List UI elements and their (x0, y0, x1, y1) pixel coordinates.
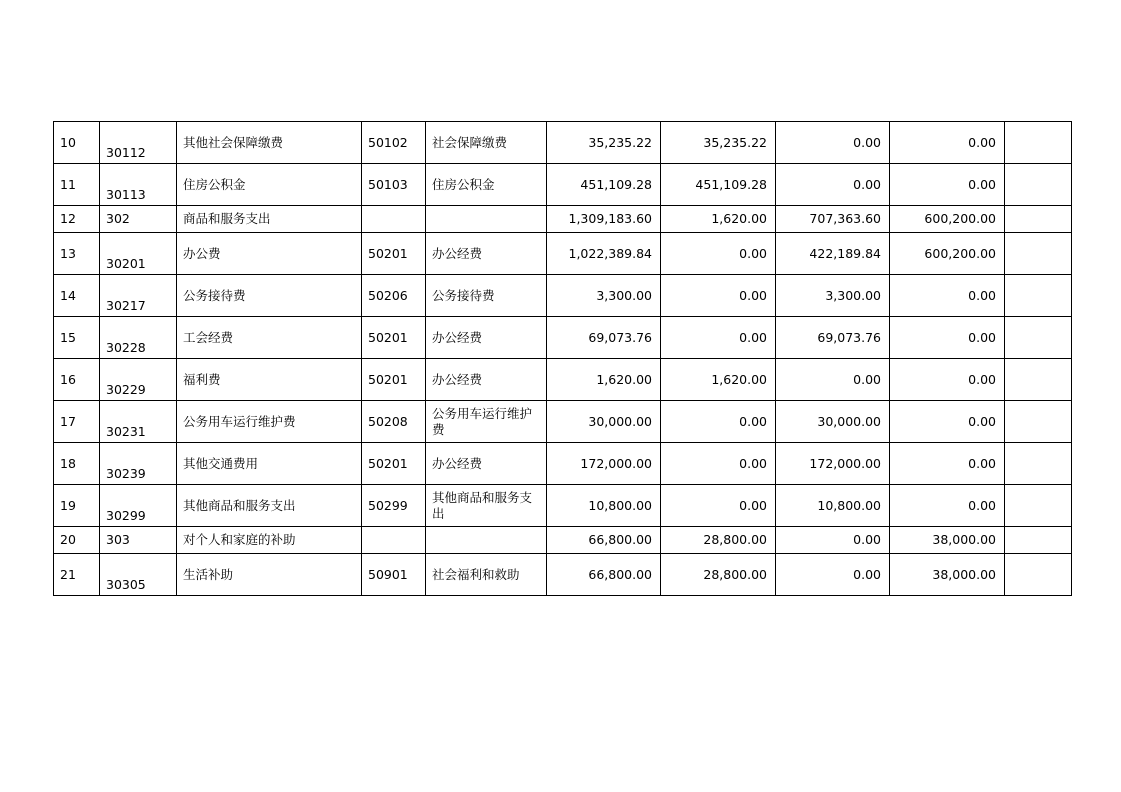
table-row (54, 275, 1072, 317)
table-row (54, 401, 1072, 443)
cell-project: 422,189.84 (776, 233, 890, 275)
cell-other: 38,000.00 (890, 527, 1005, 554)
cell-other: 0.00 (890, 164, 1005, 206)
table-row (54, 527, 1072, 554)
cell-project: 30,000.00 (776, 401, 890, 443)
cell-total: 1,022,389.84 (547, 233, 661, 275)
cell-other: 0.00 (890, 359, 1005, 401)
cell-project: 0.00 (776, 164, 890, 206)
cell-subject-code: 30231 (100, 401, 177, 443)
cell-other: 0.00 (890, 275, 1005, 317)
cell-project: 10,800.00 (776, 485, 890, 527)
table-row (54, 233, 1072, 275)
cell-project: 69,073.76 (776, 317, 890, 359)
cell-subject-name: 对个人和家庭的补助 (177, 527, 362, 554)
cell-project: 0.00 (776, 554, 890, 596)
cell-econ-code (362, 527, 426, 554)
cell-other: 0.00 (890, 443, 1005, 485)
cell-econ-name: 办公经费 (426, 359, 547, 401)
cell-subject-name: 商品和服务支出 (177, 206, 362, 233)
cell-seq: 18 (54, 443, 100, 485)
cell-econ-name: 社会福利和救助 (426, 554, 547, 596)
cell-basic: 0.00 (661, 443, 776, 485)
cell-extra (1005, 527, 1072, 554)
cell-subject-name: 福利费 (177, 359, 362, 401)
cell-econ-name: 社会保障缴费 (426, 122, 547, 164)
cell-basic: 0.00 (661, 317, 776, 359)
cell-total: 451,109.28 (547, 164, 661, 206)
table-row (54, 359, 1072, 401)
cell-total: 69,073.76 (547, 317, 661, 359)
cell-econ-code: 50208 (362, 401, 426, 443)
cell-basic: 35,235.22 (661, 122, 776, 164)
cell-extra (1005, 206, 1072, 233)
cell-econ-code (362, 206, 426, 233)
cell-subject-name: 公务用车运行维护费 (177, 401, 362, 443)
cell-total: 1,620.00 (547, 359, 661, 401)
cell-extra (1005, 443, 1072, 485)
cell-subject-code: 30305 (100, 554, 177, 596)
cell-subject-code: 30201 (100, 233, 177, 275)
cell-basic: 28,800.00 (661, 554, 776, 596)
cell-seq: 19 (54, 485, 100, 527)
cell-subject-code: 303 (100, 527, 177, 554)
cell-econ-code: 50201 (362, 359, 426, 401)
table-row (54, 485, 1072, 527)
cell-other: 600,200.00 (890, 233, 1005, 275)
cell-econ-name: 公务接待费 (426, 275, 547, 317)
cell-subject-code: 30217 (100, 275, 177, 317)
cell-basic: 0.00 (661, 485, 776, 527)
cell-total: 35,235.22 (547, 122, 661, 164)
cell-extra (1005, 359, 1072, 401)
cell-subject-code: 30228 (100, 317, 177, 359)
cell-basic: 28,800.00 (661, 527, 776, 554)
cell-subject-code: 30299 (100, 485, 177, 527)
cell-basic: 1,620.00 (661, 359, 776, 401)
cell-subject-code: 30112 (100, 122, 177, 164)
cell-seq: 21 (54, 554, 100, 596)
cell-subject-code: 302 (100, 206, 177, 233)
cell-econ-code: 50201 (362, 233, 426, 275)
cell-econ-name: 住房公积金 (426, 164, 547, 206)
cell-subject-name: 其他交通费用 (177, 443, 362, 485)
budget-table (53, 121, 1072, 596)
cell-other: 0.00 (890, 485, 1005, 527)
cell-seq: 15 (54, 317, 100, 359)
cell-econ-code: 50201 (362, 317, 426, 359)
cell-seq: 10 (54, 122, 100, 164)
cell-extra (1005, 485, 1072, 527)
table-body (54, 122, 1072, 596)
cell-econ-name: 办公经费 (426, 317, 547, 359)
cell-seq: 14 (54, 275, 100, 317)
cell-subject-name: 生活补助 (177, 554, 362, 596)
cell-extra (1005, 122, 1072, 164)
cell-econ-code: 50299 (362, 485, 426, 527)
cell-extra (1005, 554, 1072, 596)
table-row (54, 122, 1072, 164)
cell-basic: 0.00 (661, 233, 776, 275)
cell-econ-code: 50103 (362, 164, 426, 206)
table-row (54, 164, 1072, 206)
cell-other: 38,000.00 (890, 554, 1005, 596)
cell-extra (1005, 164, 1072, 206)
cell-seq: 11 (54, 164, 100, 206)
cell-total: 3,300.00 (547, 275, 661, 317)
cell-seq: 12 (54, 206, 100, 233)
cell-basic: 0.00 (661, 401, 776, 443)
cell-total: 10,800.00 (547, 485, 661, 527)
cell-other: 600,200.00 (890, 206, 1005, 233)
cell-basic: 0.00 (661, 275, 776, 317)
cell-subject-name: 住房公积金 (177, 164, 362, 206)
cell-subject-name: 其他商品和服务支出 (177, 485, 362, 527)
cell-subject-name: 办公费 (177, 233, 362, 275)
cell-project: 172,000.00 (776, 443, 890, 485)
cell-total: 66,800.00 (547, 554, 661, 596)
cell-seq: 16 (54, 359, 100, 401)
cell-subject-name: 其他社会保障缴费 (177, 122, 362, 164)
table-row (54, 443, 1072, 485)
table-row (54, 554, 1072, 596)
cell-basic: 1,620.00 (661, 206, 776, 233)
cell-subject-code: 30239 (100, 443, 177, 485)
cell-subject-code: 30229 (100, 359, 177, 401)
cell-econ-name: 公务用车运行维护费 (426, 401, 547, 443)
cell-total: 1,309,183.60 (547, 206, 661, 233)
cell-extra (1005, 275, 1072, 317)
cell-other: 0.00 (890, 122, 1005, 164)
cell-subject-name: 工会经费 (177, 317, 362, 359)
cell-extra (1005, 233, 1072, 275)
cell-extra (1005, 401, 1072, 443)
cell-project: 0.00 (776, 527, 890, 554)
cell-basic: 451,109.28 (661, 164, 776, 206)
cell-project: 3,300.00 (776, 275, 890, 317)
cell-econ-name: 其他商品和服务支出 (426, 485, 547, 527)
cell-project: 0.00 (776, 122, 890, 164)
cell-econ-code: 50102 (362, 122, 426, 164)
cell-econ-name (426, 527, 547, 554)
cell-project: 707,363.60 (776, 206, 890, 233)
cell-econ-name: 办公经费 (426, 233, 547, 275)
cell-project: 0.00 (776, 359, 890, 401)
cell-total: 66,800.00 (547, 527, 661, 554)
cell-econ-name: 办公经费 (426, 443, 547, 485)
cell-other: 0.00 (890, 317, 1005, 359)
cell-subject-name: 公务接待费 (177, 275, 362, 317)
cell-subject-code: 30113 (100, 164, 177, 206)
cell-econ-code: 50201 (362, 443, 426, 485)
cell-extra (1005, 317, 1072, 359)
cell-other: 0.00 (890, 401, 1005, 443)
cell-seq: 13 (54, 233, 100, 275)
cell-econ-code: 50206 (362, 275, 426, 317)
cell-total: 30,000.00 (547, 401, 661, 443)
table-row (54, 317, 1072, 359)
cell-seq: 17 (54, 401, 100, 443)
cell-total: 172,000.00 (547, 443, 661, 485)
cell-seq: 20 (54, 527, 100, 554)
cell-econ-code: 50901 (362, 554, 426, 596)
table-row (54, 206, 1072, 233)
cell-econ-name (426, 206, 547, 233)
